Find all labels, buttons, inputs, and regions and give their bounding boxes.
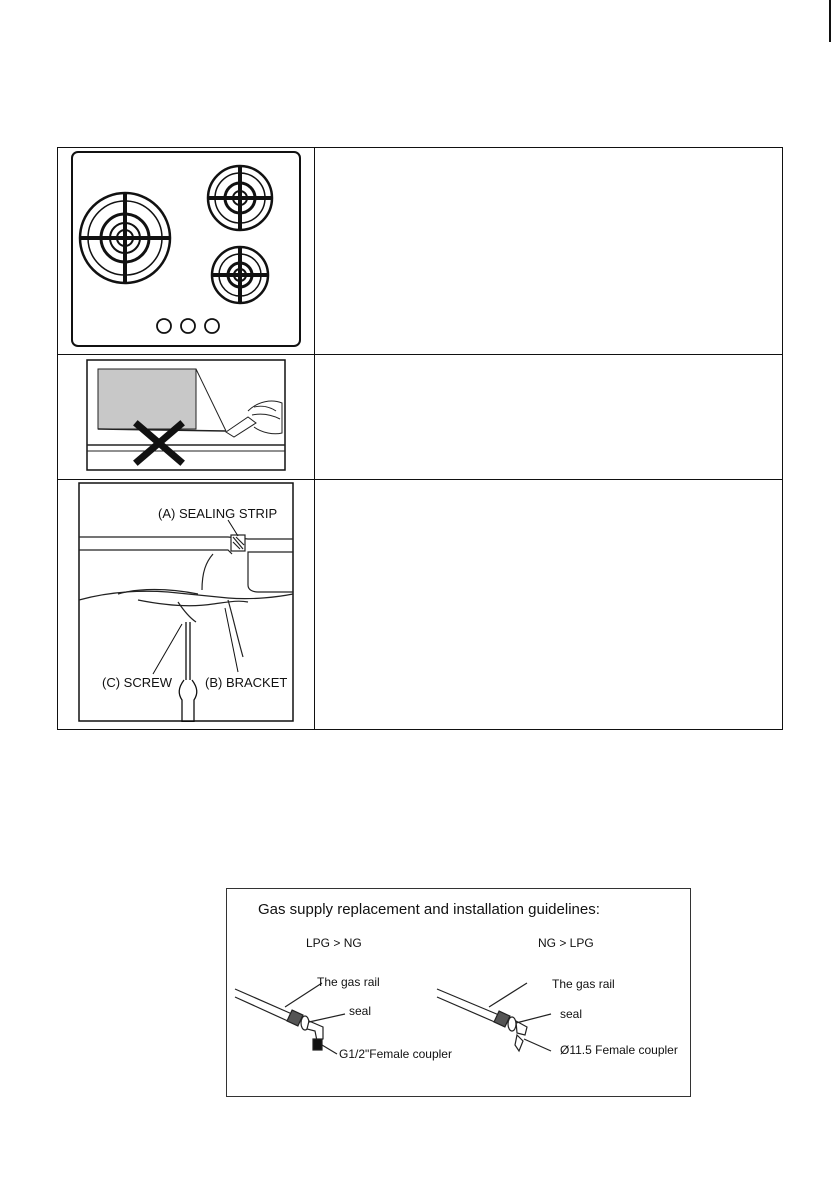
medium-burner [208, 166, 272, 230]
right-gas-rail [437, 983, 551, 1051]
left-gas-rail [235, 983, 345, 1054]
bracket-fixing-illustration [78, 482, 294, 722]
gas-rail-diagrams [227, 889, 690, 1096]
control-knob [205, 319, 219, 333]
right-gas-rail-label: The gas rail [552, 977, 615, 991]
no-silicone-illustration [86, 359, 286, 471]
large-burner [80, 193, 170, 283]
left-coupler-label: G1/2"Female coupler [339, 1047, 452, 1061]
step2-text-cell [314, 355, 782, 480]
table-row [58, 480, 783, 730]
table-row [58, 148, 783, 355]
small-burner [212, 247, 268, 303]
control-knob [181, 319, 195, 333]
hob-top-view-illustration [70, 150, 302, 348]
lpg-to-ng-heading: LPG > NG [306, 936, 362, 950]
left-seal-label: seal [349, 1004, 372, 1018]
ng-to-lpg-heading: NG > LPG [538, 936, 594, 950]
bracket-label: (B) BRACKET [204, 675, 288, 690]
control-knob [157, 319, 171, 333]
step1-text-cell [314, 148, 782, 355]
step3-text-cell [314, 480, 782, 730]
screw-label: (C) SCREW [101, 675, 173, 690]
installation-steps-table [57, 147, 783, 730]
bracket-fixing-cell [58, 480, 315, 730]
gas-guide-title: Gas supply replacement and installation guidelines: [258, 901, 600, 918]
hob-illustration-cell [58, 148, 315, 355]
right-seal-label: seal [560, 1007, 583, 1021]
right-coupler-label: Ø11.5 Female coupler [560, 1043, 678, 1057]
silicone-warning-cell [58, 355, 315, 480]
sealing-strip-label: (A) SEALING STRIP [157, 506, 278, 521]
page-edge-mark [829, 0, 831, 42]
left-gas-rail-label: The gas rail [317, 975, 380, 989]
gas-supply-guide-figure [226, 888, 691, 1097]
table-row [58, 355, 783, 480]
